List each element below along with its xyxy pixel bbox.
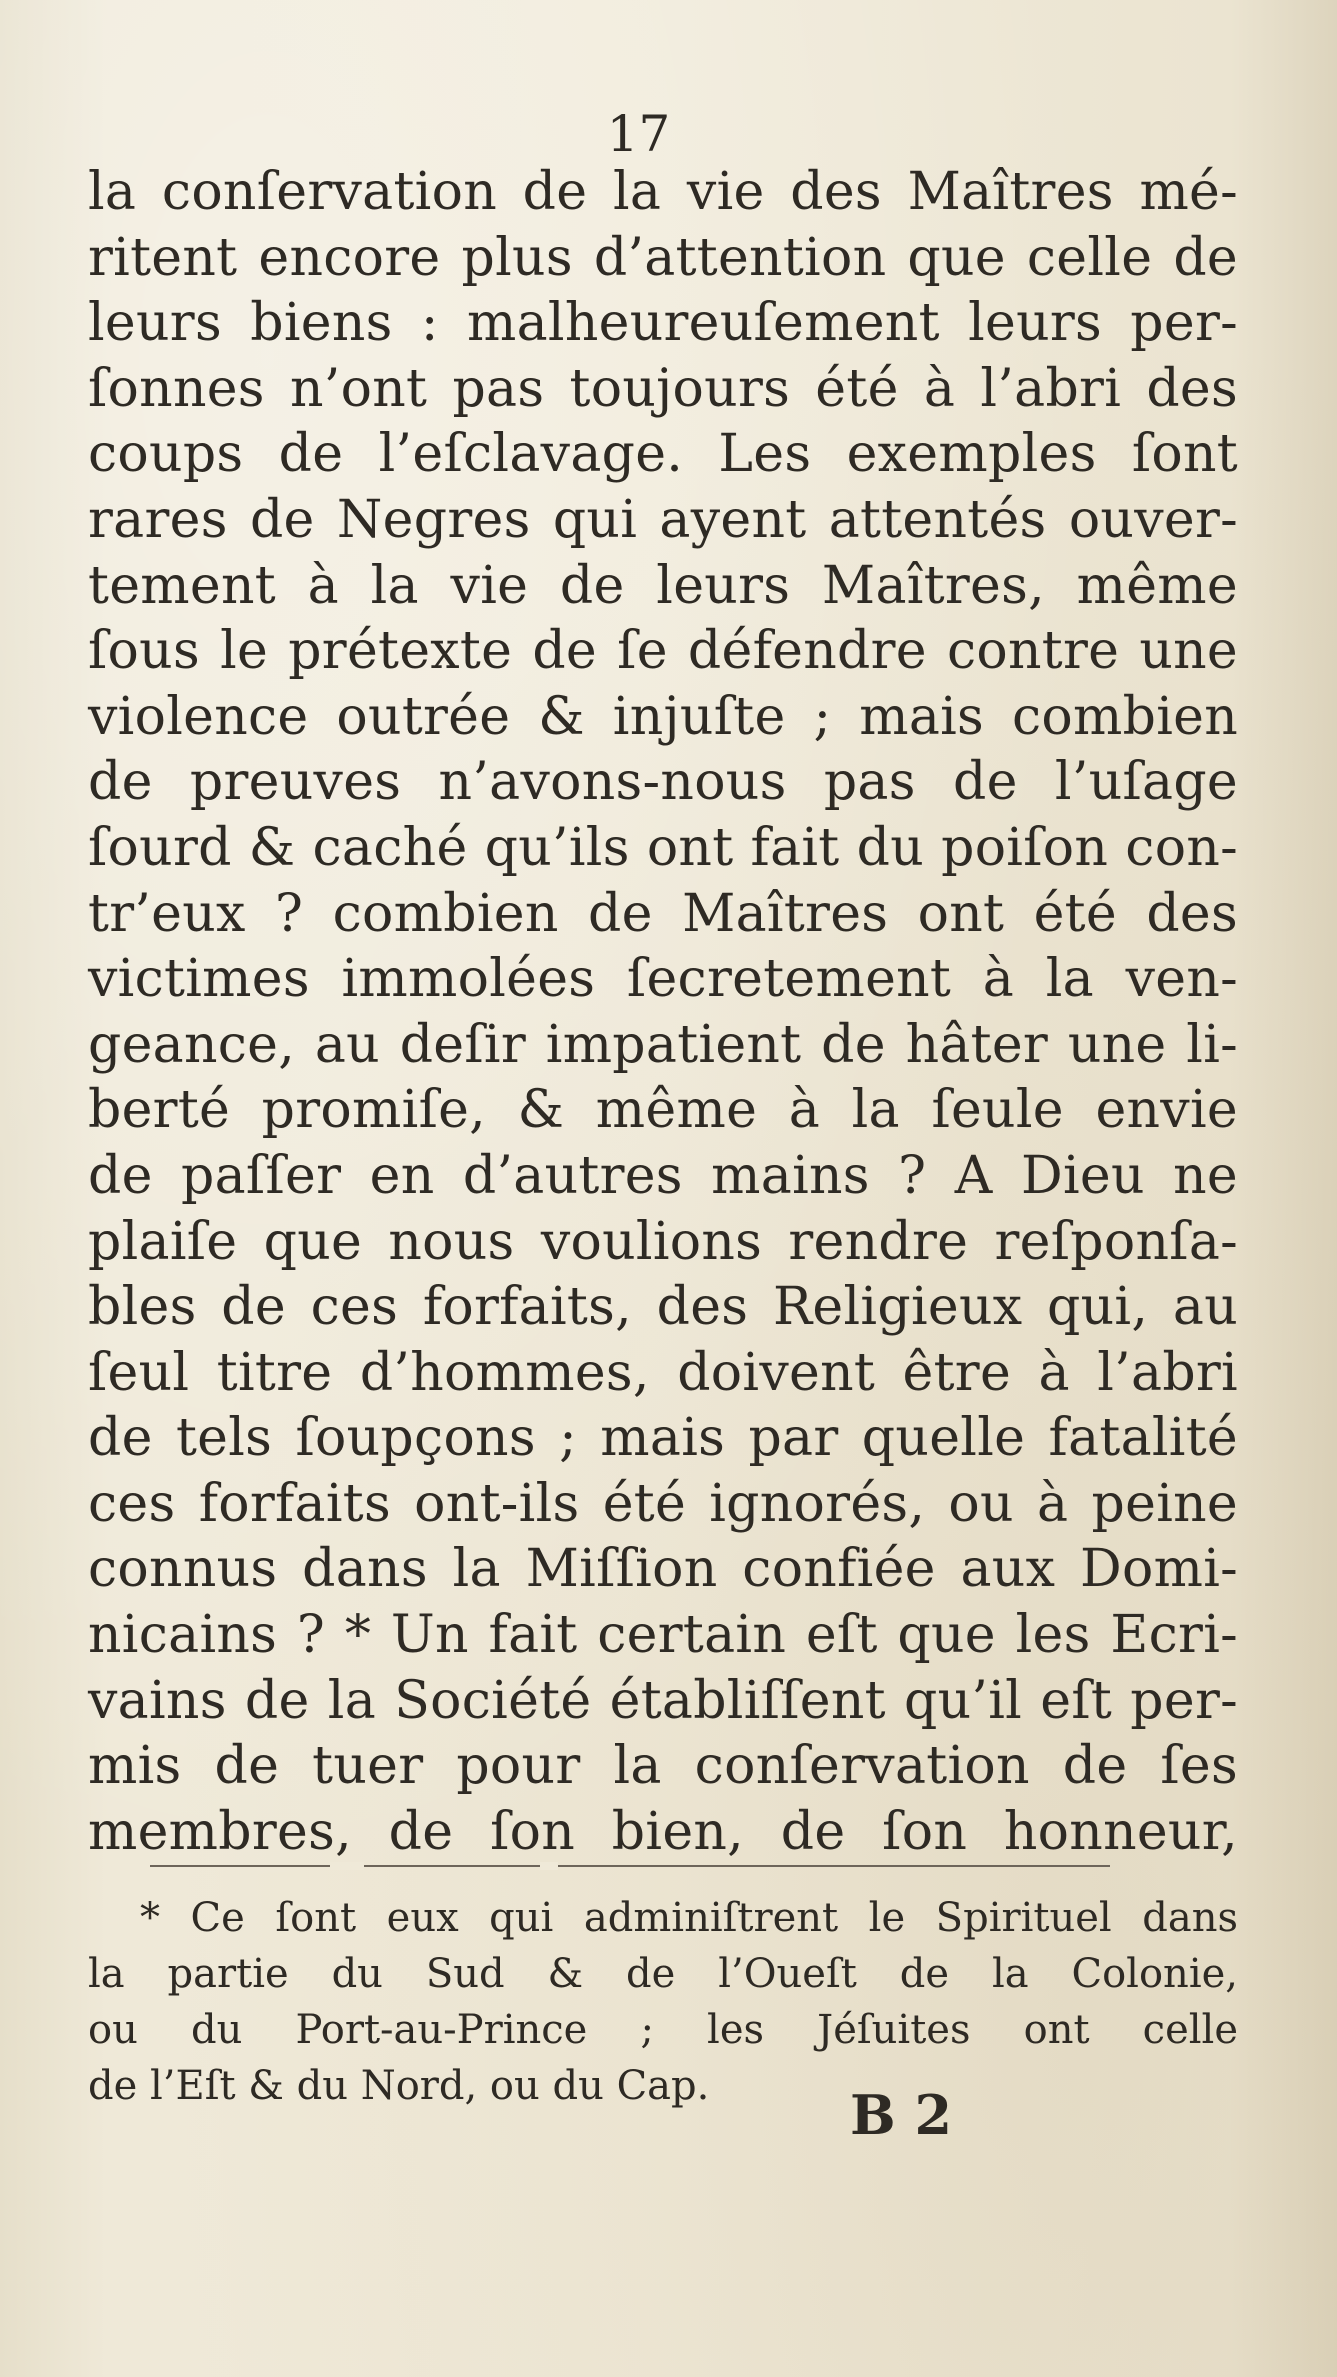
text-line: de paſſer en d’autres mains ? A Dieu ne	[88, 1145, 1238, 1206]
signature-mark: B 2	[850, 2083, 953, 2147]
text-line: mis de tuer pour la conſervation de ſes	[88, 1736, 1238, 1797]
text-line: ſourd & caché qu’ils ont fait du poiſon con-	[88, 817, 1238, 878]
text-line: coups de l’eſclavage. Les exemples ſont	[88, 424, 1238, 485]
footnote-line: la partie du Sud & de l’Oueſt de la Colonie,	[88, 1951, 1238, 1997]
text-line: ſous le prétexte de ſe défendre contre une	[88, 621, 1238, 682]
text-line: berté promiſe, & même à la ſeule envie	[88, 1080, 1238, 1141]
text-line: tr’eux ? combien de Maîtres ont été des	[88, 883, 1238, 944]
footnote-line: de l’Eſt & du Nord, ou du Cap.	[88, 2063, 710, 2109]
text-line: bles de ces forfaits, des Religieux qui, au	[88, 1277, 1238, 1338]
footnote-line: * Ce ſont eux qui adminiſtrent le Spirituel dans	[140, 1895, 1238, 1941]
text-line: victimes immolées ſecretement à la ven-	[88, 949, 1238, 1010]
text-line: geance, au deſir impatient de hâter une li-	[88, 1014, 1238, 1075]
text-line: ces forfaits ont-ils été ignorés, ou à peine	[88, 1473, 1238, 1534]
text-line: de tels ſoupçons ; mais par quelle fatalité	[88, 1408, 1238, 1469]
text-line: la conſervation de la vie des Maîtres mé-	[88, 162, 1238, 222]
text-line: plaiſe que nous voulions rendre reſponſa-	[88, 1211, 1238, 1272]
text-line: violence outrée & injuſte ; mais combien	[88, 686, 1238, 747]
text-line: tement à la vie de leurs Maîtres, même	[88, 555, 1238, 616]
text-line: ſonnes n’ont pas toujours été à l’abri des	[88, 358, 1238, 419]
text-line: leurs biens : malheureuſement leurs per-	[88, 293, 1238, 354]
footnote	[88, 1890, 1238, 2114]
footnote-line: ou du Port-au-Prince ; les Jéſuites ont celle	[88, 2007, 1238, 2053]
text-line: connus dans la Miſſion confiée aux Domi-	[88, 1539, 1238, 1600]
text-line: nicains ? * Un fait certain eſt que les Ecri-	[88, 1605, 1238, 1666]
body-text	[88, 160, 1238, 1865]
page-number: 17	[606, 105, 671, 163]
text-line: membres, de ſon bien, de ſon honneur,	[88, 1801, 1238, 1862]
text-line: rares de Negres qui ayent attentés ouver-	[88, 489, 1238, 550]
footnote-separator-rule	[150, 1865, 1110, 1867]
text-line: ſeul titre d’hommes, doivent être à l’abri	[88, 1342, 1238, 1403]
text-line: vains de la Société établiſſent qu’il eſt per-	[88, 1670, 1238, 1731]
rule-gap	[540, 1862, 558, 1870]
text-line: de preuves n’avons-nous pas de l’uſage	[88, 752, 1238, 813]
text-line: ritent encore plus d’attention que celle de	[88, 227, 1238, 288]
rule-gap	[330, 1862, 364, 1870]
